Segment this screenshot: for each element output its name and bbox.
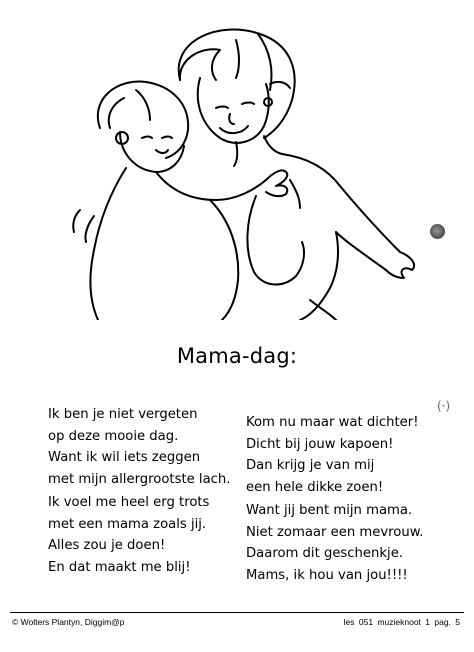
poem-line: Daarom dit geschenkje. — [246, 546, 403, 562]
stanza-1 — [48, 404, 230, 490]
poem-line: Kom nu maar wat dichter! — [246, 415, 419, 430]
margin-mark: (·) — [437, 399, 451, 413]
poem-line: Dicht bij jouw kapoen! — [246, 436, 394, 452]
punch-hole — [430, 224, 445, 239]
poem-line: Niet zomaar een mevrouw. — [246, 524, 424, 540]
poem-line: Ik ben je niet vergeten — [48, 407, 198, 422]
footer-page-info: les 051 muzieknoot 1 pag. 5 — [343, 617, 460, 627]
stanza-2 — [48, 492, 209, 578]
mother-child-hug-illustration — [60, 20, 420, 320]
poem-title: Mama-dag: — [176, 344, 298, 368]
stanza-4 — [246, 500, 423, 586]
poem-line: met een mama zoals jij. — [48, 516, 207, 532]
poem-line: Dan krijg je van mij — [246, 458, 375, 474]
poem-line: Want jij bent mijn mama. — [246, 503, 413, 518]
poem-line: Mams, ik hou van jou!!!! — [246, 567, 408, 583]
poem-line: Alles zou je doen! — [48, 538, 166, 554]
poem-line: op deze mooie dag. — [48, 428, 179, 444]
poem-line: En dat maakt me blij! — [48, 559, 191, 575]
poem-line: Want ik wil iets zeggen — [48, 450, 201, 466]
footer-divider — [10, 612, 464, 613]
stanza-3 — [246, 412, 419, 498]
footer-copyright: © Wolters Plantyn, Diggim@p — [12, 617, 125, 627]
poem-line: Ik voel me heel erg trots — [48, 495, 210, 510]
poem-line: met mijn allergrootste lach. — [48, 471, 231, 487]
poem-line: een hele dikke zoen! — [246, 479, 384, 495]
